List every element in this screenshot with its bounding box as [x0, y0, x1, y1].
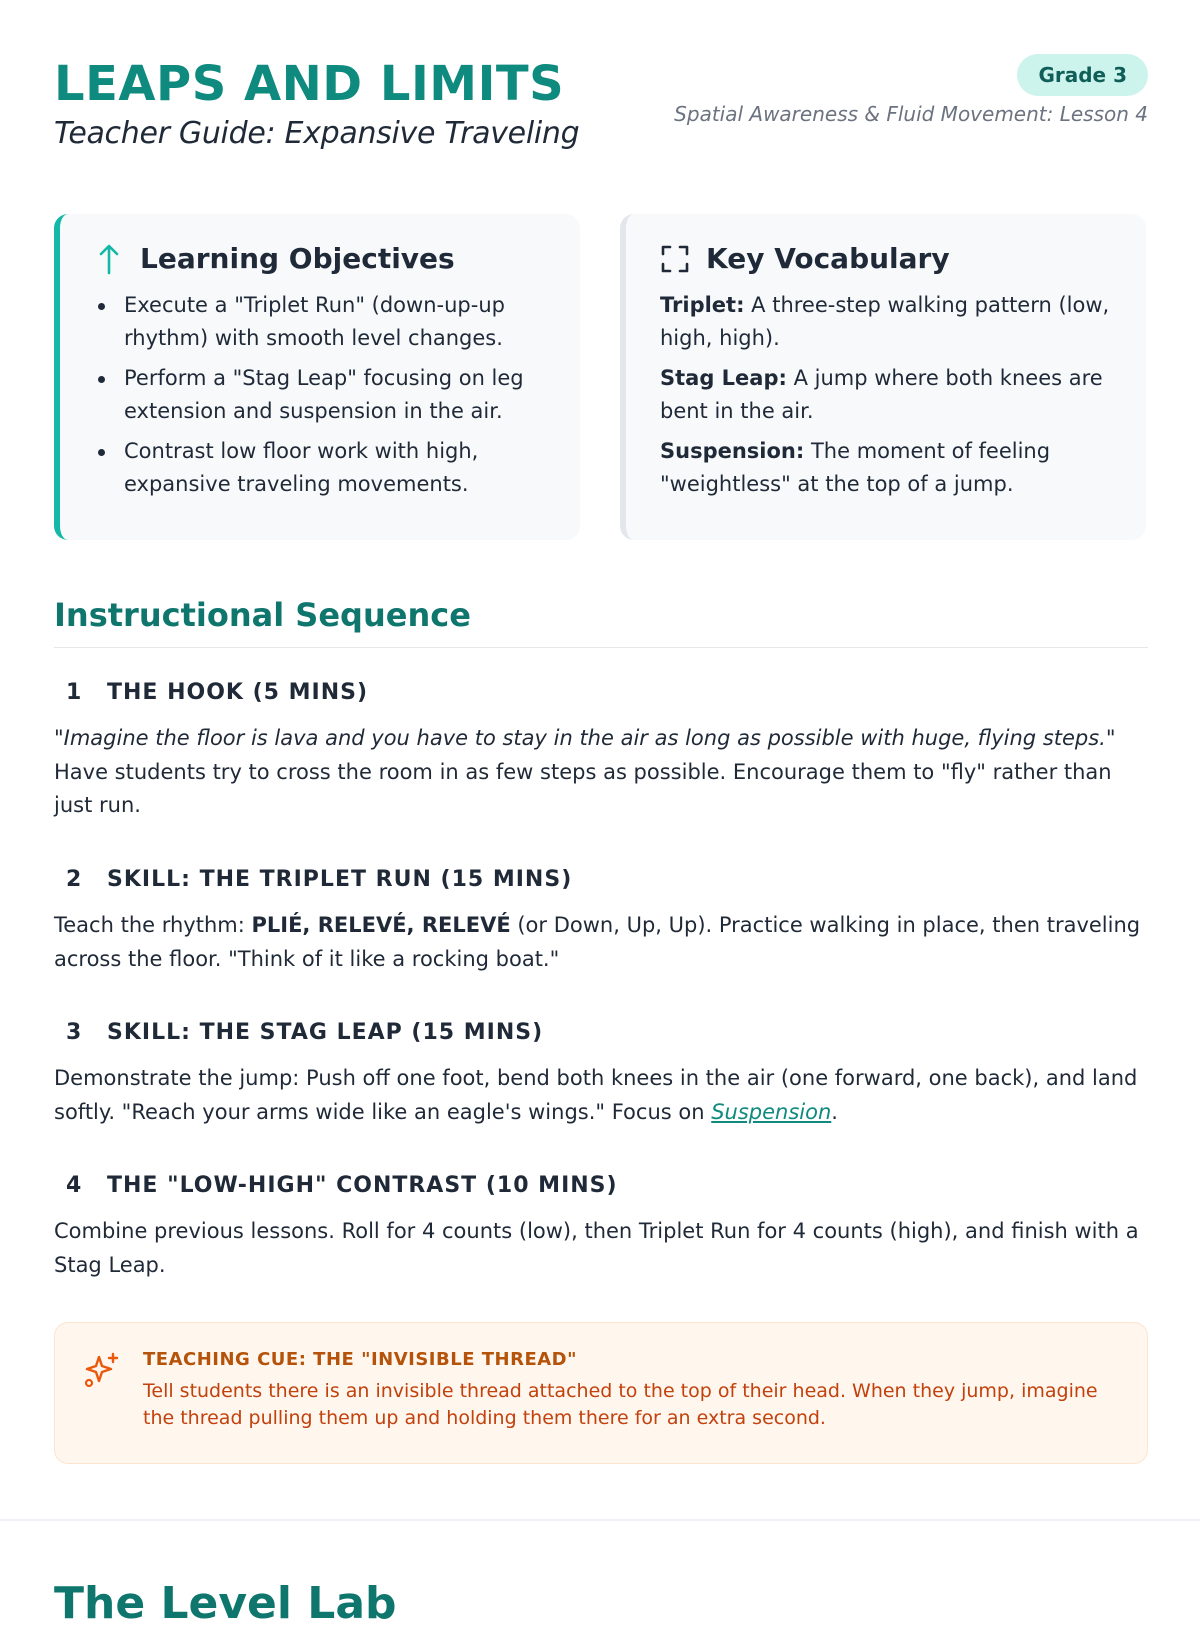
objectives-heading	[94, 242, 556, 275]
step-3	[54, 1020, 1148, 1129]
step-body	[54, 1215, 1148, 1282]
suspension-link[interactable]: Suspension	[711, 1099, 832, 1124]
objectives-title: Learning Objectives	[140, 242, 455, 275]
teaching-cue-callout	[54, 1322, 1148, 1464]
step-text: Demonstrate the jump: Push off one foot, bend both knees in the air (one forward, one back), and land softly. "Reach your arms wide like an eagle's wings." Focus on	[54, 1066, 1138, 1124]
step-body	[54, 1062, 1148, 1129]
step-2	[54, 867, 1148, 976]
objectives-card	[54, 214, 580, 540]
step-quote: "Imagine the floor is lava and you have to stay in the air as long as possible with huge, flying steps."	[54, 726, 1116, 750]
step-heading	[54, 867, 1148, 897]
step-number: 1	[66, 680, 83, 705]
objectives-list	[94, 289, 556, 501]
vocab-definition: The moment of feeling "weightless" at the top of a jump.	[660, 439, 1051, 496]
vocab-term: Stag Leap:	[660, 366, 787, 390]
step-text: Combine previous lessons. Roll for 4 counts (low), then Triplet Run for 4 counts (high), and finish with a Stag Leap.	[54, 1219, 1139, 1277]
vocab-item-stag-leap	[660, 362, 1122, 428]
step-title: THE HOOK (5 MINS)	[107, 680, 369, 705]
vocabulary-heading	[660, 242, 1122, 275]
step-text: Have students try to cross the room in as few steps as possible. Encourage them to "fly" rather than just run.	[54, 759, 1112, 817]
step-4	[54, 1173, 1148, 1282]
expand-frame-icon	[660, 243, 690, 275]
vocabulary-card	[620, 214, 1146, 540]
sparkle-icon	[83, 1351, 121, 1389]
section-divider	[54, 647, 1148, 648]
step-heading	[54, 1173, 1148, 1203]
step-text: Teach the rhythm:	[54, 913, 252, 937]
step-title: SKILL: THE STAG LEAP (15 MINS)	[107, 1020, 544, 1045]
page-subtitle: Teacher Guide: Expansive Traveling	[54, 116, 580, 151]
step-1	[54, 680, 1148, 823]
vocab-item-suspension	[660, 435, 1122, 501]
step-body	[54, 909, 1148, 976]
step-text: (or Down, Up, Up). Practice walking in place, then traveling across the floor. "Think of it like a rocking boat."	[54, 913, 1141, 971]
step-text: .	[831, 1099, 838, 1124]
step-number: 4	[66, 1173, 83, 1198]
vocab-item-triplet	[660, 289, 1122, 355]
step-body	[54, 722, 1148, 823]
cue-title: TEACHING CUE: THE "INVISIBLE THREAD"	[143, 1349, 578, 1370]
step-title: SKILL: THE TRIPLET RUN (15 MINS)	[107, 867, 573, 892]
page-header	[54, 54, 1148, 164]
step-heading	[54, 680, 1148, 710]
step-number: 3	[66, 1020, 83, 1045]
list-item: Contrast low floor work with high, expansive traveling movements.	[94, 435, 556, 501]
list-item: Execute a "Triplet Run" (down-up-up rhythm) with smooth level changes.	[94, 289, 556, 355]
vocab-definition: A three-step walking pattern (low, high, high).	[660, 293, 1110, 350]
page-title: LEAPS AND LIMITS	[54, 56, 565, 112]
lesson-label: Spatial Awareness & Fluid Movement: Lesson 4	[674, 102, 1148, 126]
vocab-term: Suspension:	[660, 439, 805, 463]
next-section-title: The Level Lab	[54, 1578, 397, 1629]
grade-badge: Grade 3	[1017, 54, 1148, 96]
step-emphasis: PLIÉ, RELEVÉ, RELEVÉ	[251, 913, 511, 937]
page-divider	[0, 1519, 1200, 1521]
cue-text: Tell students there is an invisible thread attached to the top of their head. When they jump, imagine the thread pulling them up and holding them there for an extra second.	[143, 1380, 1098, 1429]
arrow-up-icon	[94, 243, 124, 275]
vocab-definition: A jump where both knees are bent in the air.	[660, 366, 1103, 423]
list-item: Perform a "Stag Leap" focusing on leg extension and suspension in the air.	[94, 362, 556, 428]
step-title: THE "LOW-HIGH" CONTRAST (10 MINS)	[107, 1173, 618, 1198]
vocabulary-title: Key Vocabulary	[706, 242, 950, 275]
sequence-title: Instructional Sequence	[54, 596, 471, 634]
step-heading	[54, 1020, 1148, 1050]
step-number: 2	[66, 867, 83, 892]
vocab-term: Triplet:	[660, 293, 745, 317]
